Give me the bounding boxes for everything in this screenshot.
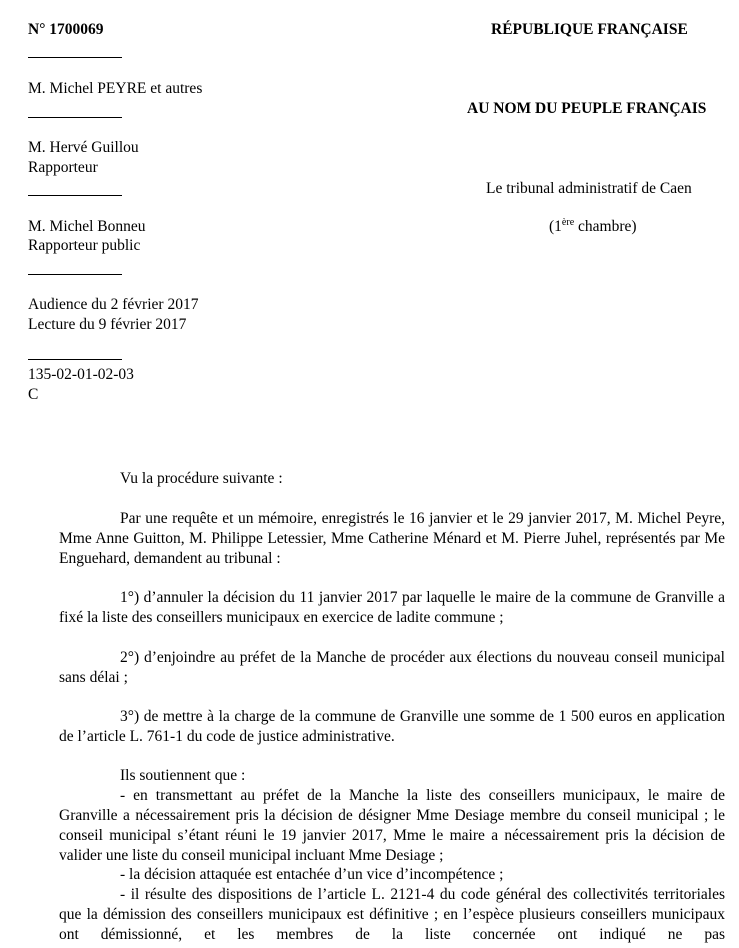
chamber — [549, 217, 637, 237]
classification-code: 135-02-01-02-03 — [28, 366, 134, 383]
divider — [28, 195, 122, 196]
procedure-intro: Vu la procédure suivante : — [120, 470, 283, 487]
divider — [28, 117, 122, 118]
hearing-date: Audience du 2 février 2017 — [28, 296, 199, 313]
parties: M. Michel PEYRE et autres — [28, 80, 203, 97]
conclusion-2: 2°) d’enjoindre au préfet de la Manche de procéder aux élections du nouveau conseil municipal sans délai ; — [59, 649, 725, 686]
republic-heading: RÉPUBLIQUE FRANÇAISE — [491, 21, 688, 38]
conclusion-1: 1°) d’annuler la décision du 11 janvier 2017 par laquelle le maire de la commune de Granville a fixé la liste des conseillers municipaux en exercice de ladite commune ; — [59, 589, 725, 626]
argument-3: - il résulte des dispositions de l’article L. 2121-4 du code général des collectivités territoriales que la démission des conseillers municipaux est définitive ; en l’espèce plusieurs conseillers municipaux ont démissionné, et les membres de la liste concernée ont indiqué ne pas — [59, 886, 725, 943]
public-rapporteur-role: Rapporteur public — [28, 237, 141, 254]
public-rapporteur-name: M. Michel Bonneu — [28, 218, 146, 235]
arguments-intro: Ils soutiennent que : — [120, 767, 246, 784]
case-number: N° 1700069 — [28, 21, 104, 38]
classification-letter: C — [28, 386, 39, 403]
request-paragraph: Par une requête et un mémoire, enregistrés le 16 janvier et le 29 janvier 2017, M. Michel Peyre, Mme Anne Guitton, M. Philippe Letessier, Mme Catherine Ménard et M. Pierre Juhel, représentés par Me Enguehard, demandent au tribunal : — [59, 510, 725, 567]
argument-2: - la décision attaquée est entachée d’un vice d’incompétence ; — [120, 866, 504, 883]
rapporteur-name: M. Hervé Guillou — [28, 139, 139, 156]
argument-1: - en transmettant au préfet de la Manche la liste des conseillers municipaux, le maire de Granville a nécessairement pris la décision de désigner Mme Desiage membre du conseil municipal ; le conseil municipal s’étant réuni le 19 janvier 2017, Mme le maire a nécessairement pris la décision de valider une liste du conseil municipal incluant Mme Desiage ; — [59, 787, 725, 864]
conclusion-3: 3°) de mettre à la charge de la commune de Granville une somme de 1 500 euros en application de l’article L. 761-1 du code de justice administrative. — [59, 708, 725, 745]
people-heading: AU NOM DU PEUPLE FRANÇAIS — [467, 100, 707, 117]
tribunal-name: Le tribunal administratif de Caen — [486, 180, 692, 197]
reading-date: Lecture du 9 février 2017 — [28, 316, 187, 333]
divider — [28, 57, 122, 58]
divider — [28, 359, 122, 360]
chamber-superscript: ère — [561, 217, 575, 228]
divider — [28, 274, 122, 275]
chamber-open: (1 — [549, 218, 562, 235]
chamber-close: chambre) — [574, 218, 637, 235]
rapporteur-role: Rapporteur — [28, 159, 98, 176]
